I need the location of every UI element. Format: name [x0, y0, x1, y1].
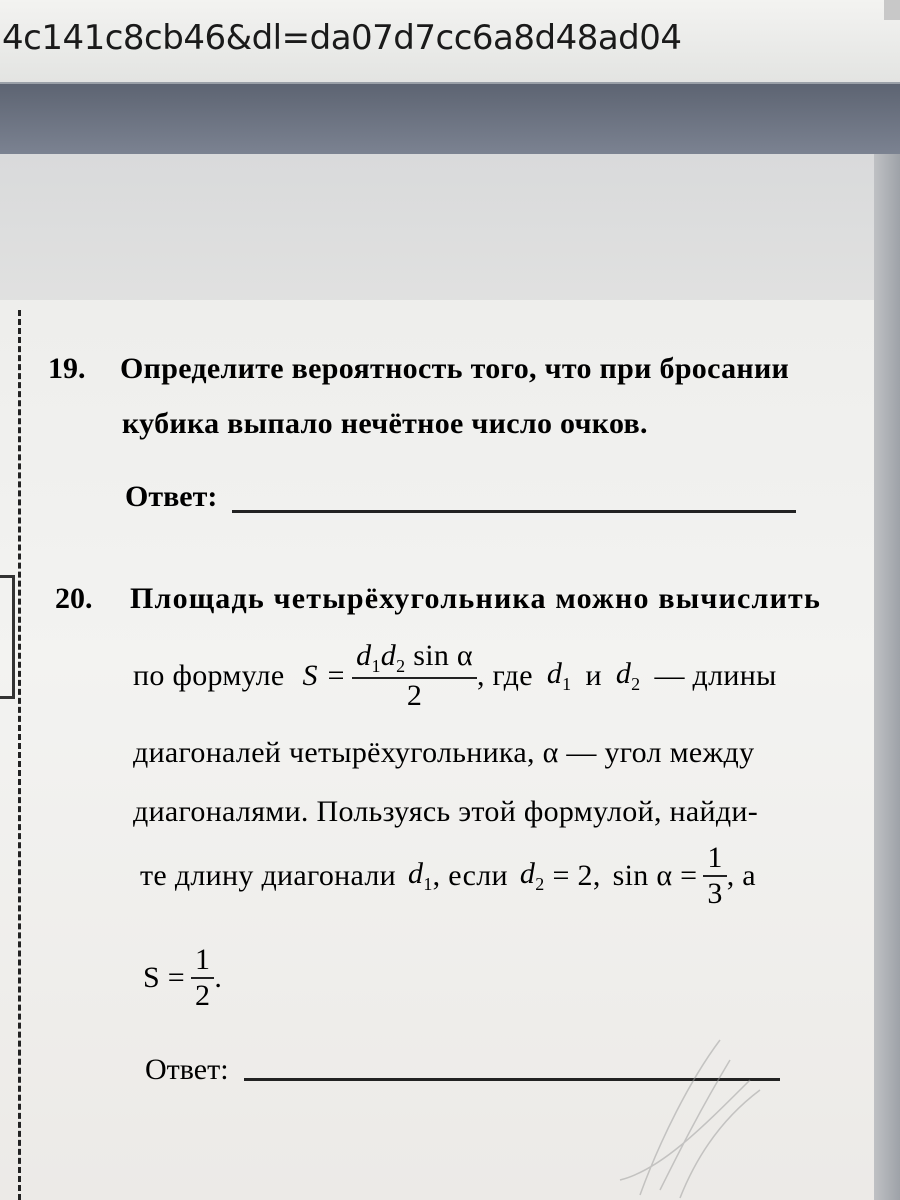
- area-value-fraction: [191, 943, 214, 1014]
- fraction-denominator: 2: [195, 979, 211, 1012]
- subscript: 1: [371, 655, 381, 676]
- subscript: 1: [423, 874, 433, 894]
- fraction-denominator: 3: [707, 877, 723, 910]
- text-segment: и: [585, 659, 602, 692]
- task-number: 20.: [55, 582, 93, 615]
- task-text-line: Определите вероятность того, что при бросании: [120, 352, 790, 385]
- window-chrome-band: [0, 84, 900, 154]
- answer-label: Ответ:: [125, 480, 218, 513]
- text-segment: sin α =: [612, 859, 698, 892]
- var-d: d: [380, 638, 397, 672]
- task-text-line: кубика выпало нечётное число очков.: [122, 407, 648, 440]
- task-text-line: диагоналями. Пользуясь этой формулой, найди-: [133, 795, 759, 828]
- pencil-scribble: [600, 1020, 780, 1200]
- text-segment: , а: [726, 859, 756, 892]
- area-formula-fraction: [352, 639, 477, 713]
- task-number: 19.: [48, 352, 86, 385]
- scroll-thumb[interactable]: [884, 0, 900, 20]
- answer-label: Ответ:: [145, 1053, 229, 1086]
- fraction-numerator: 1: [191, 943, 214, 980]
- text-segment: , где: [476, 659, 533, 692]
- text-segment: = 2,: [552, 859, 601, 892]
- var-d: d: [615, 657, 632, 690]
- text-segment: — длины: [654, 659, 777, 692]
- task-text-line: диагоналей четырёхугольника, α — угол между: [133, 736, 755, 769]
- var-d: d: [546, 657, 563, 690]
- browser-address-bar[interactable]: [0, 0, 900, 84]
- monitor-bezel: [874, 154, 900, 1200]
- text-segment: по формуле: [133, 659, 285, 692]
- sin-term: sin α: [413, 638, 473, 672]
- sin-value-fraction: [703, 841, 726, 912]
- url-text[interactable]: 4c141c8cb46&dl=da07d7cc6a8d48ad04: [2, 18, 682, 58]
- var-d: d: [519, 857, 536, 890]
- subscript: 2: [396, 655, 406, 676]
- fraction-numerator: 1: [703, 841, 726, 878]
- fraction-numerator: [352, 639, 477, 679]
- text-segment: .: [214, 961, 223, 994]
- text-segment: , если: [432, 859, 508, 892]
- formula-line: [133, 636, 777, 716]
- subscript: 1: [562, 674, 572, 694]
- condition-line: [140, 836, 756, 916]
- text-segment: S =: [143, 961, 186, 994]
- area-value-line: [143, 938, 222, 1018]
- task-text-line: Площадь четырёхугольника можно вычислить: [130, 582, 822, 615]
- var-d: d: [408, 857, 424, 890]
- var-d: d: [356, 638, 372, 672]
- text-segment: те длину диагонали: [140, 859, 397, 892]
- cut-line: [18, 310, 21, 1200]
- answer-field[interactable]: [232, 510, 796, 513]
- formula-lhs: S =: [302, 659, 347, 692]
- subscript: 2: [631, 674, 641, 694]
- subscript: 2: [535, 874, 545, 894]
- side-mark-box: [0, 575, 15, 699]
- fraction-denominator: 2: [406, 678, 423, 712]
